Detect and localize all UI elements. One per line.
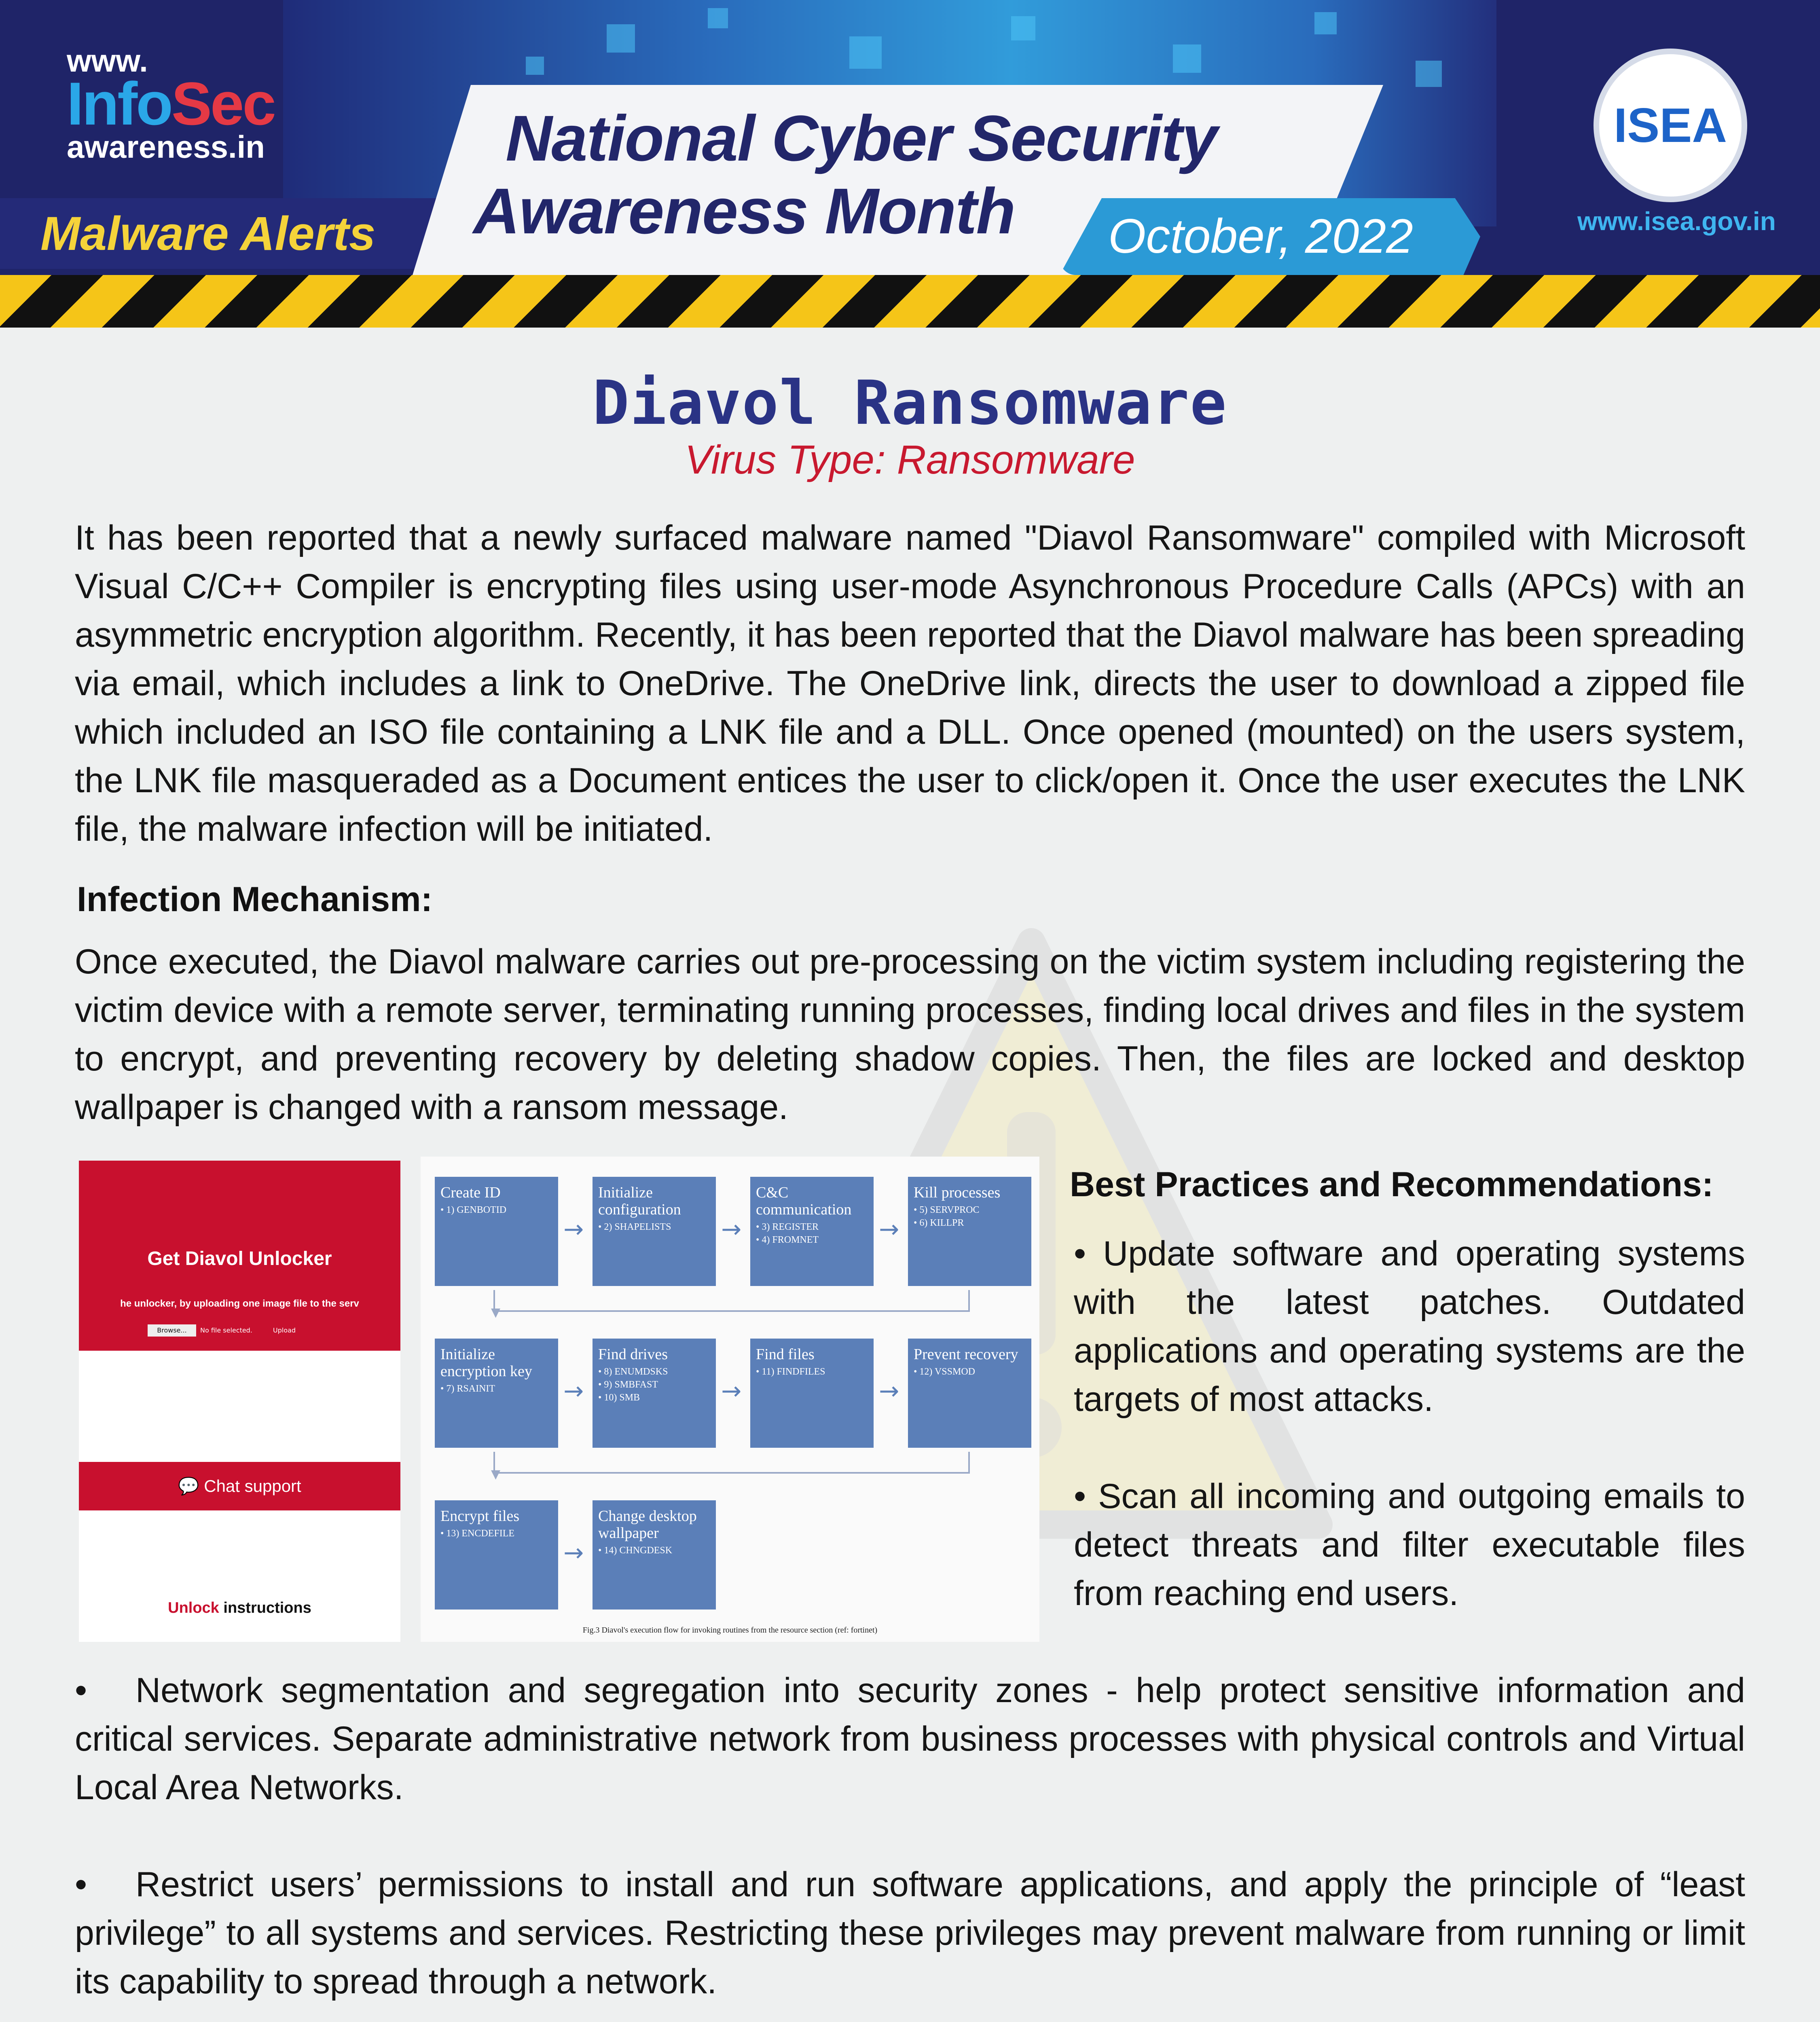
- date-text: October, 2022: [1108, 209, 1413, 263]
- flow-arrow-icon: →: [879, 1377, 899, 1405]
- flow-arrow-icon: →: [563, 1539, 584, 1567]
- recommendation-bullet: • Network segmentation and segregation into security zones - help protect sensitive information and critical services. Separate administrative network from business processes with physical controls and Virtual Local Area Networks.: [75, 1671, 1745, 1807]
- flow-step-box: [908, 1177, 1031, 1286]
- flow-step-routines: • 5) SERVPROC • 6) KILLPR: [914, 1205, 980, 1228]
- logo-www: www.: [67, 43, 148, 78]
- isea-logo-text: ISEA: [1613, 98, 1727, 152]
- page-title-line2: Awareness Month: [473, 175, 1015, 247]
- screenshot-title: Get Diavol Unlocker: [147, 1248, 332, 1269]
- flow-step-title: Find drives: [598, 1346, 668, 1363]
- flow-step-title: Create ID: [440, 1184, 501, 1201]
- best-practice-item: • Scan all incoming and outgoing emails to detect threats and filter executable files from reaching end users.: [1074, 1477, 1745, 1613]
- flow-step-title: Encrypt files: [440, 1508, 520, 1525]
- flow-step-routines: • 12) VSSMOD: [914, 1366, 975, 1377]
- flow-caption: Fig.3 Diavol's execution flow for invoking routines from the resource section (ref: fortinet): [582, 1626, 878, 1635]
- ransom-page-screenshot: [79, 1161, 400, 1642]
- flow-step-routines: • 7) RSAINIT: [440, 1383, 495, 1394]
- return-arrow-icon: ▼: [491, 1467, 501, 1481]
- return-arrow-icon: ▼: [491, 1305, 501, 1320]
- flow-step-title: C&C communication: [756, 1184, 852, 1218]
- infection-heading: Infection Mechanism:: [77, 880, 433, 919]
- isea-url: www.isea.gov.in: [1577, 207, 1776, 236]
- flow-step-title: Change desktop wallpaper: [598, 1508, 697, 1542]
- flow-step-box: [908, 1339, 1031, 1448]
- flow-step-box: [593, 1339, 716, 1448]
- screenshot-unlock-instructions: Unlock instructions: [168, 1599, 311, 1616]
- screenshot-upload: Upload: [273, 1326, 296, 1334]
- flow-step-title: Initialize encryption key: [440, 1346, 532, 1380]
- flow-step-title: Initialize configuration: [598, 1184, 681, 1218]
- flow-step-box: [435, 1177, 558, 1286]
- flow-step-box: [750, 1177, 874, 1286]
- chat-bubble-icon: 💬: [178, 1476, 204, 1495]
- recommendation-bullet: • Restrict users’ permissions to install and run software applications, and apply the principle of “least privilege” to all systems and services. Restricting these privileges may prevent malware from running or limit its capability to spread through a network.: [75, 1865, 1745, 2001]
- screenshot-browse-button: Browse...: [148, 1324, 196, 1337]
- execution-flow-diagram: [421, 1157, 1039, 1642]
- flow-step-box: [593, 1500, 716, 1610]
- flow-step-box: [435, 1500, 558, 1610]
- flow-arrow-icon: →: [721, 1215, 742, 1244]
- flow-arrow-icon: →: [721, 1377, 742, 1405]
- flow-step-routines: • 1) GENBOTID: [440, 1205, 507, 1215]
- best-practice-item: • Update software and operating systems with the latest patches. Outdated applications and operating systems are the targets of most attacks.: [1074, 1234, 1745, 1419]
- flow-step-box: [435, 1339, 558, 1448]
- best-practices-heading: Best Practices and Recommendations:: [1070, 1165, 1714, 1204]
- flow-step-routines: • 2) SHAPELISTS: [598, 1222, 671, 1232]
- screenshot-chat-support: 💬 Chat support: [178, 1476, 301, 1495]
- intro-paragraph: It has been reported that a newly surfaced malware named "Diavol Ransomware" compiled with Microsoft Visual C/C++ Compiler is encrypting files using user-mode Asynchronous Procedure Calls (APCs) with an asymmetric encryption algorithm. Recently, it has been reported that the Diavol malware has been spreading via email, which includes a link to OneDrive. The OneDrive link, directs the user to download a zipped file which included an ISO file containing a LNK file and a DLL. Once opened (mounted) on the users system, the LNK file masqueraded as a Document entices the user to click/open it. Once the user executes the LNK file, the malware infection will be initiated.: [75, 518, 1745, 848]
- infection-paragraph: Once executed, the Diavol malware carries out pre-processing on the victim system including registering the victim device with a remote server, terminating running processes, finding local drives and files in the system to encrypt, and preventing recovery by deleting shadow copies. Then, the files are locked and desktop wallpaper is changed with a ransom message.: [75, 942, 1745, 1127]
- logo-awareness: awareness.in: [67, 129, 265, 165]
- flow-step-box: [750, 1339, 874, 1448]
- malware-title: Diavol Ransomware: [593, 368, 1227, 438]
- flow-arrow-icon: →: [563, 1377, 584, 1405]
- flow-step-routines: • 11) FINDFILES: [756, 1366, 825, 1377]
- isea-logo: [1594, 49, 1747, 202]
- flow-step-routines: • 8) ENUMDSKS • 9) SMBFAST • 10) SMB: [598, 1366, 668, 1403]
- screenshot-subtitle: he unlocker, by uploading one image file to the serv: [120, 1298, 359, 1309]
- page-title-line1: National Cyber Security: [506, 102, 1217, 174]
- malware-alerts-label: Malware Alerts: [40, 207, 376, 260]
- flow-step-title: Prevent recovery: [914, 1346, 1018, 1363]
- flow-step-routines: • 13) ENCDEFILE: [440, 1528, 515, 1539]
- virus-type: Virus Type: Ransomware: [685, 437, 1135, 482]
- infosec-logo: InfoSec: [67, 70, 275, 137]
- flow-step-routines: • 14) CHNGDESK: [598, 1545, 673, 1556]
- flow-step-title: Kill processes: [914, 1184, 1001, 1201]
- hazard-stripe-top: [0, 275, 1820, 328]
- flow-step-title: Find files: [756, 1346, 815, 1363]
- flow-arrow-icon: →: [563, 1215, 584, 1244]
- flow-step-routines: • 3) REGISTER • 4) FROMNET: [756, 1222, 819, 1245]
- flow-step-box: [593, 1177, 716, 1286]
- flow-arrow-icon: →: [879, 1215, 899, 1244]
- screenshot-no-file: No file selected.: [200, 1326, 252, 1334]
